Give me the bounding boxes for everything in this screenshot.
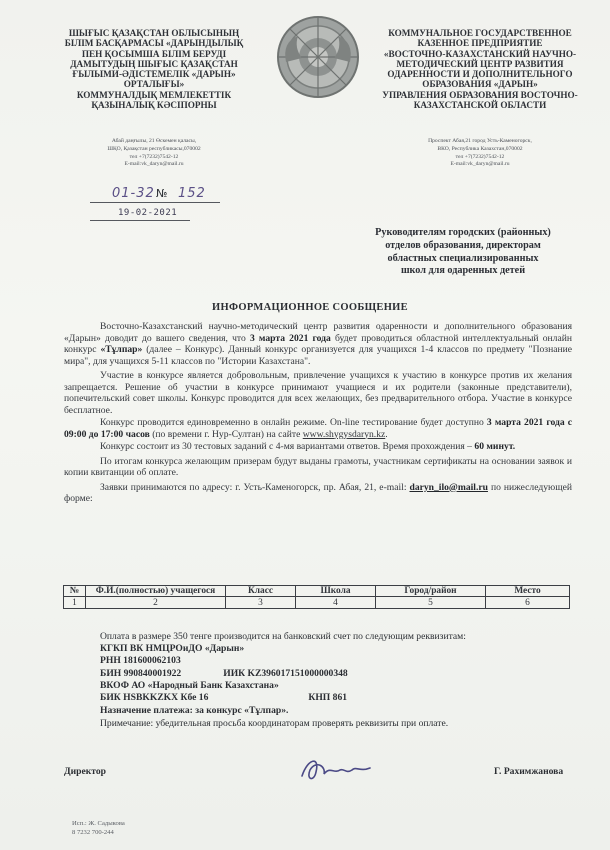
- addressee-line: Руководителям городских (районных): [375, 227, 551, 238]
- table-header-cell: Школа: [296, 586, 376, 597]
- registration-date-line: [90, 207, 190, 221]
- paragraph-2: Участие в конкурсе является добровольным, привлечение учащихся к участию в конкурсе против их желания запрещается. Решение об участии в конкурсе принимают учащиеся и их родители (законные представители), попечительский совет школы. Конкурс проводится для всех желающих, без предварительного отбора. Участие в конкурсе бесплатное.: [64, 370, 572, 416]
- registration-number-sign: №: [156, 187, 168, 200]
- header-ru-address: [370, 138, 590, 168]
- footer-executor: Исп.: Ж. Садыкова: [72, 820, 125, 827]
- handwritten-signature: [296, 752, 376, 786]
- header-kz-address-line: Абай даңғылы, 21 Өскемен қаласы,: [111, 138, 197, 145]
- header-kz-line: КОММУНАЛДЫҚ МЕМЛЕКЕТТІК: [76, 89, 232, 100]
- payment-kbe: Кбе 16: [180, 692, 209, 704]
- header-ru-line: УПРАВЛЕНИЯ ОБРАЗОВАНИЯ ВОСТОЧНО-: [382, 89, 578, 100]
- payment-block: [100, 631, 580, 731]
- header-kz-line: БІЛІМ БАСҚАРМАСЫ «ДАРЫНДЫЛЫҚ: [64, 38, 244, 49]
- p4-duration: 60 минут.: [474, 441, 516, 452]
- header-ru-lines: [370, 28, 590, 110]
- document-title: ИНФОРМАЦИОННОЕ СООБЩЕНИЕ: [212, 302, 408, 313]
- table-cell: 1: [64, 597, 86, 609]
- registration-number-left: 01-32: [112, 186, 155, 201]
- paragraph-3: [64, 417, 572, 440]
- payment-org: КГКП ВК НМЦРОиДО «Дарын»: [100, 643, 245, 655]
- table-row: [64, 597, 570, 609]
- signature-name: Г. Рахимжанова: [494, 766, 564, 777]
- header-ru-address-line: Проспект Абая,21 город Усть-Каменогорск,: [428, 138, 532, 145]
- header-ru-address-line: E-mail:vk_daryn@mail.ru: [450, 161, 510, 168]
- footer: [72, 819, 125, 837]
- table-cell: 6: [486, 597, 570, 609]
- header-kz-line: ДАМЫТУДЫҢ ШЫҒЫС ҚАЗАҚСТАН: [70, 58, 238, 69]
- table-header-cell: Класс: [226, 586, 296, 597]
- state-emblem-icon: [272, 14, 364, 100]
- header-ru-line: ОБРАЗОВАНИЯ «ДАРЫН»: [422, 79, 538, 90]
- p6-text-c: по нижеследующей форме:: [64, 481, 572, 504]
- header-kz-line: ҒЫЛЫМИ-ӘДІСТЕМЕЛІК «ДАРЫН»: [72, 69, 236, 80]
- paragraph-1: [64, 321, 572, 367]
- header-ru-line: КАЗАХСТАНСКОЙ ОБЛАСТИ: [413, 100, 547, 111]
- registration-date: 19-02-2021: [118, 208, 178, 218]
- p6-text-a: Заявки принимаются по адресу: г. Усть-Каменогорск, пр. Абая, 21, e-mail:: [100, 481, 410, 493]
- paragraph-4: [64, 441, 572, 453]
- p3-text-e: .: [385, 428, 388, 440]
- p3-text-a: Конкурс проводится единовременно в онлайн режиме. On-line тестирование будет доступно: [100, 417, 487, 428]
- addressee-line: областных специализированных: [387, 252, 539, 264]
- p1-text-a: Восточно-Казахстанский научно-методический центр развития одаренности и дополнительного образования «Дарын» доводит до вашего сведения, что: [64, 321, 572, 344]
- registration-number-line: [90, 188, 220, 203]
- payment-bik-row: [100, 692, 580, 704]
- paragraph-5: По итогам конкурса желающим призерам будут выданы грамоты, участникам сертификаты на основании заявок и копии квитанции об оплате.: [64, 455, 572, 478]
- payment-iik: ИИК KZ396017151000000348: [223, 667, 348, 679]
- p1-contest-name: «Тұлпар»: [100, 344, 143, 355]
- p3-time: 3 марта 2021 года с 09:00 до 17:00 часов: [64, 417, 572, 440]
- table-cell: 3: [226, 597, 296, 609]
- header-kz-line: ПЕН ҚОСЫМША БІЛІМ БЕРУДІ: [81, 48, 227, 59]
- document-body: [64, 321, 572, 505]
- table-cell: 4: [296, 597, 376, 609]
- header-ru-line: «ВОСТОЧНО-КАЗАХСТАНСКИЙ НАУЧНО-: [383, 48, 577, 59]
- p1-text-e: (далее – Конкурс). Данный конкурс организуется для учащихся 1-4 классов по предмету "Познание мира", для учащихся 5-11 классов по "Истории Казахстана".: [64, 344, 572, 367]
- payment-rnn: РНН 181600062103: [100, 655, 181, 667]
- header-kz-line: ҚАЗЫНАЛЫҚ КӘСІПОРНЫ: [91, 100, 217, 111]
- header-kz-address-line: E-mail:vk_daryn@mail.ru: [124, 161, 184, 168]
- table-cell: 2: [86, 597, 226, 609]
- addressee-line: школ для одаренных детей: [400, 265, 526, 277]
- table-header-row: [64, 586, 570, 597]
- paragraph-6: [64, 482, 572, 505]
- footer-phone: 8 7232 700-244: [72, 829, 114, 836]
- header-ru-line: ОДАРЕННОСТИ И ДОПОЛНИТЕЛЬНОГО: [387, 69, 573, 80]
- table-header-cell: Место: [486, 586, 570, 597]
- payment-bin-iik-row: [100, 668, 580, 680]
- header-ru-address-line: тел +7(7232)7542-12: [455, 153, 505, 160]
- signature-role: Директор: [64, 766, 106, 777]
- header-ru-line: КАЗЕННОЕ ПРЕДПРИЯТИЕ: [417, 38, 543, 49]
- registration-number-right: 152: [178, 186, 206, 201]
- p1-text-c: будет проводиться областной интеллектуальный онлайн конкурс: [64, 332, 572, 355]
- header-ru-address-line: ВКО, Республика Казахстан,070002: [437, 145, 523, 152]
- registration-block: [90, 188, 220, 221]
- header-kz-address-line: ШҚО, Қазақстан республикасы,070002: [107, 145, 201, 152]
- payment-bik: БИК HSBKKZKX: [100, 692, 179, 704]
- payment-bank: ВКОФ АО «Народный Банк Казахстана»: [100, 679, 279, 691]
- header-kz-line: ШЫҒЫС ҚАЗАҚСТАН ОБЛЫСЫНЫҢ: [68, 28, 240, 38]
- p1-date: 3 марта 2021 года: [249, 332, 331, 344]
- header-kz-lines: [40, 28, 268, 110]
- header-kz-address-line: тел +7(7232)7542-12: [129, 153, 179, 160]
- header-ru-line: МЕТОДИЧЕСКИЙ ЦЕНТР РАЗВИТИЯ: [396, 58, 564, 69]
- application-form-table: [63, 585, 570, 609]
- payment-purpose: Назначение платежа: за конкурс «Тұлпар».: [100, 705, 289, 717]
- addressee-block: [338, 227, 588, 278]
- site-link[interactable]: www.shygysdaryn.kz: [302, 428, 386, 440]
- payment-bin: БИН 990840001922: [100, 667, 182, 679]
- payment-knp: КНП 861: [308, 692, 348, 704]
- table-header-cell: Город/район: [376, 586, 486, 597]
- table-header-cell: №: [64, 586, 86, 597]
- payment-note: Примечание: убедительная просьба координаторам проверять реквизиты при оплате.: [100, 718, 449, 730]
- addressee-line: отделов образования, директорам: [385, 239, 541, 251]
- header-kz-address: [40, 138, 268, 168]
- header-kz-line: ОРТАЛЫҒЫ»: [123, 79, 185, 90]
- header-ru-line: КОММУНАЛЬНОЕ ГОСУДАРСТВЕННОЕ: [388, 28, 572, 38]
- email-link[interactable]: daryn_ilo@mail.ru: [409, 481, 488, 493]
- p3-text-c: (по времени г. Нур-Султан) на сайте: [149, 428, 303, 440]
- p4-text-a: Конкурс состоит из 30 тестовых заданий с 4-мя вариантами ответов. Время прохождения –: [100, 441, 475, 452]
- table-cell: 5: [376, 597, 486, 609]
- table-header-cell: Ф.И.(полностью) учащегося: [86, 586, 226, 597]
- header-ru: [370, 28, 590, 169]
- payment-intro: Оплата в размере 350 тенге производится на банковский счет по следующим реквизитам:: [100, 631, 466, 642]
- header-kz: [40, 28, 268, 169]
